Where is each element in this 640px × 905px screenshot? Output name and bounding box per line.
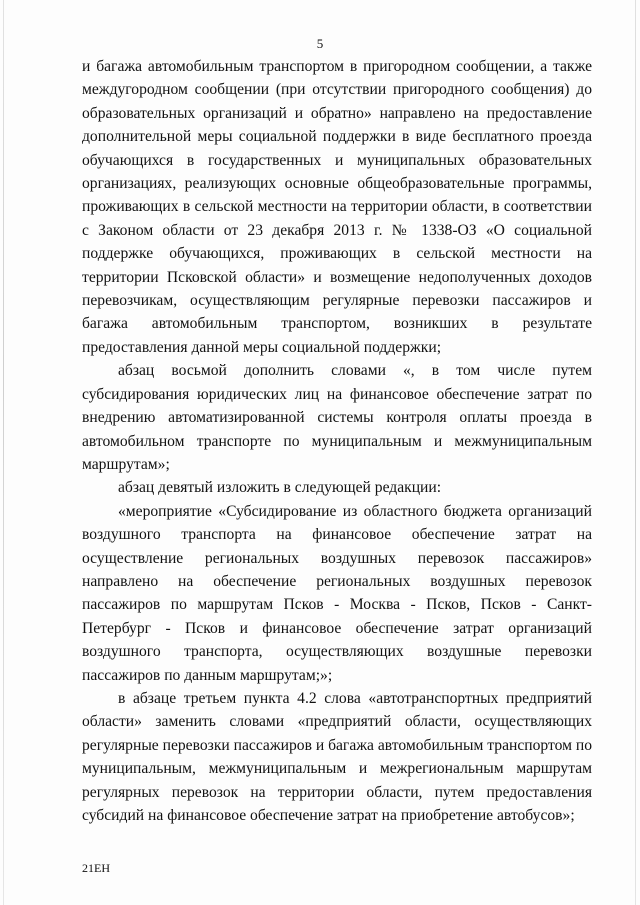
document-body: [82, 55, 592, 827]
paragraph-amendment-4-2: в абзаце третьем пункта 4.2 слова «автотранспортных предприятий области» заменить словами «предприятий области, осуществляющих регулярные перевозки пассажиров и багажа автомобильным транспортом по муниципальным, межмуниципальным и межрегиональным маршрутам регулярных перевозок на территории области, путем предоставления субсидий на финансовое обеспечение затрат на приобретение автобусов»;: [82, 689, 593, 824]
footer-code: 21ЕН: [82, 861, 110, 875]
paragraph-amendment-eighth: абзац восьмой дополнить словами «, в том числе путем субсидирования юридических лиц на финансовое обеспечение затрат по внедрению автоматизированной системы контроля оплаты проезда в автомобильном транспорте по муниципальным и межмуниципальным маршрутам»;: [82, 362, 592, 473]
paragraph-continuation: и багажа автомобильным транспортом в пригородном сообщении, а также междугородном сообщении (при отсутствии пригородного сообщения) до образовательных организаций и обратно» направлено на предоставление дополнительной меры социальной поддержки в виде бесплатного проезда обучающихся в государственных и муниципальных образовательных организациях, реализующих основные общеобразовательные программы, проживающих в сельской местности на территории области, в соответствии с Законом области от 23 декабря 2013 г. № 1338-ОЗ «О социальной поддержке обучающихся, проживающих в сельской местности на территории Псковской области» и возмещение недополученных доходов перевозчикам, осуществляющим регулярные перевозки пассажиров и багажа автомобильным транспортом, возникших в результате предоставления данной меры социальной поддержки;: [82, 58, 592, 356]
page-number: 5: [316, 36, 324, 51]
paragraph-amendment-ninth: абзац девятый изложить в следующей редакции:: [118, 479, 442, 497]
paragraph-new-wording: «мероприятие «Субсидирование из областного бюджета организаций воздушного транспорта на финансовое обеспечение затрат на осуществление региональных воздушных перевозок пассажиров» направлено на обеспечение региональных воздушных перевозок пассажиров по маршрутам Псков - Москва - Псков, Псков - Санкт-Петербург - Псков и финансовое обеспечение затрат организаций воздушного транспорта, осуществляющих воздушные перевозки пассажиров по данным маршрутам;»;: [82, 502, 592, 684]
scan-edge-right: [635, 0, 636, 905]
scan-edge-left: [3, 0, 4, 905]
